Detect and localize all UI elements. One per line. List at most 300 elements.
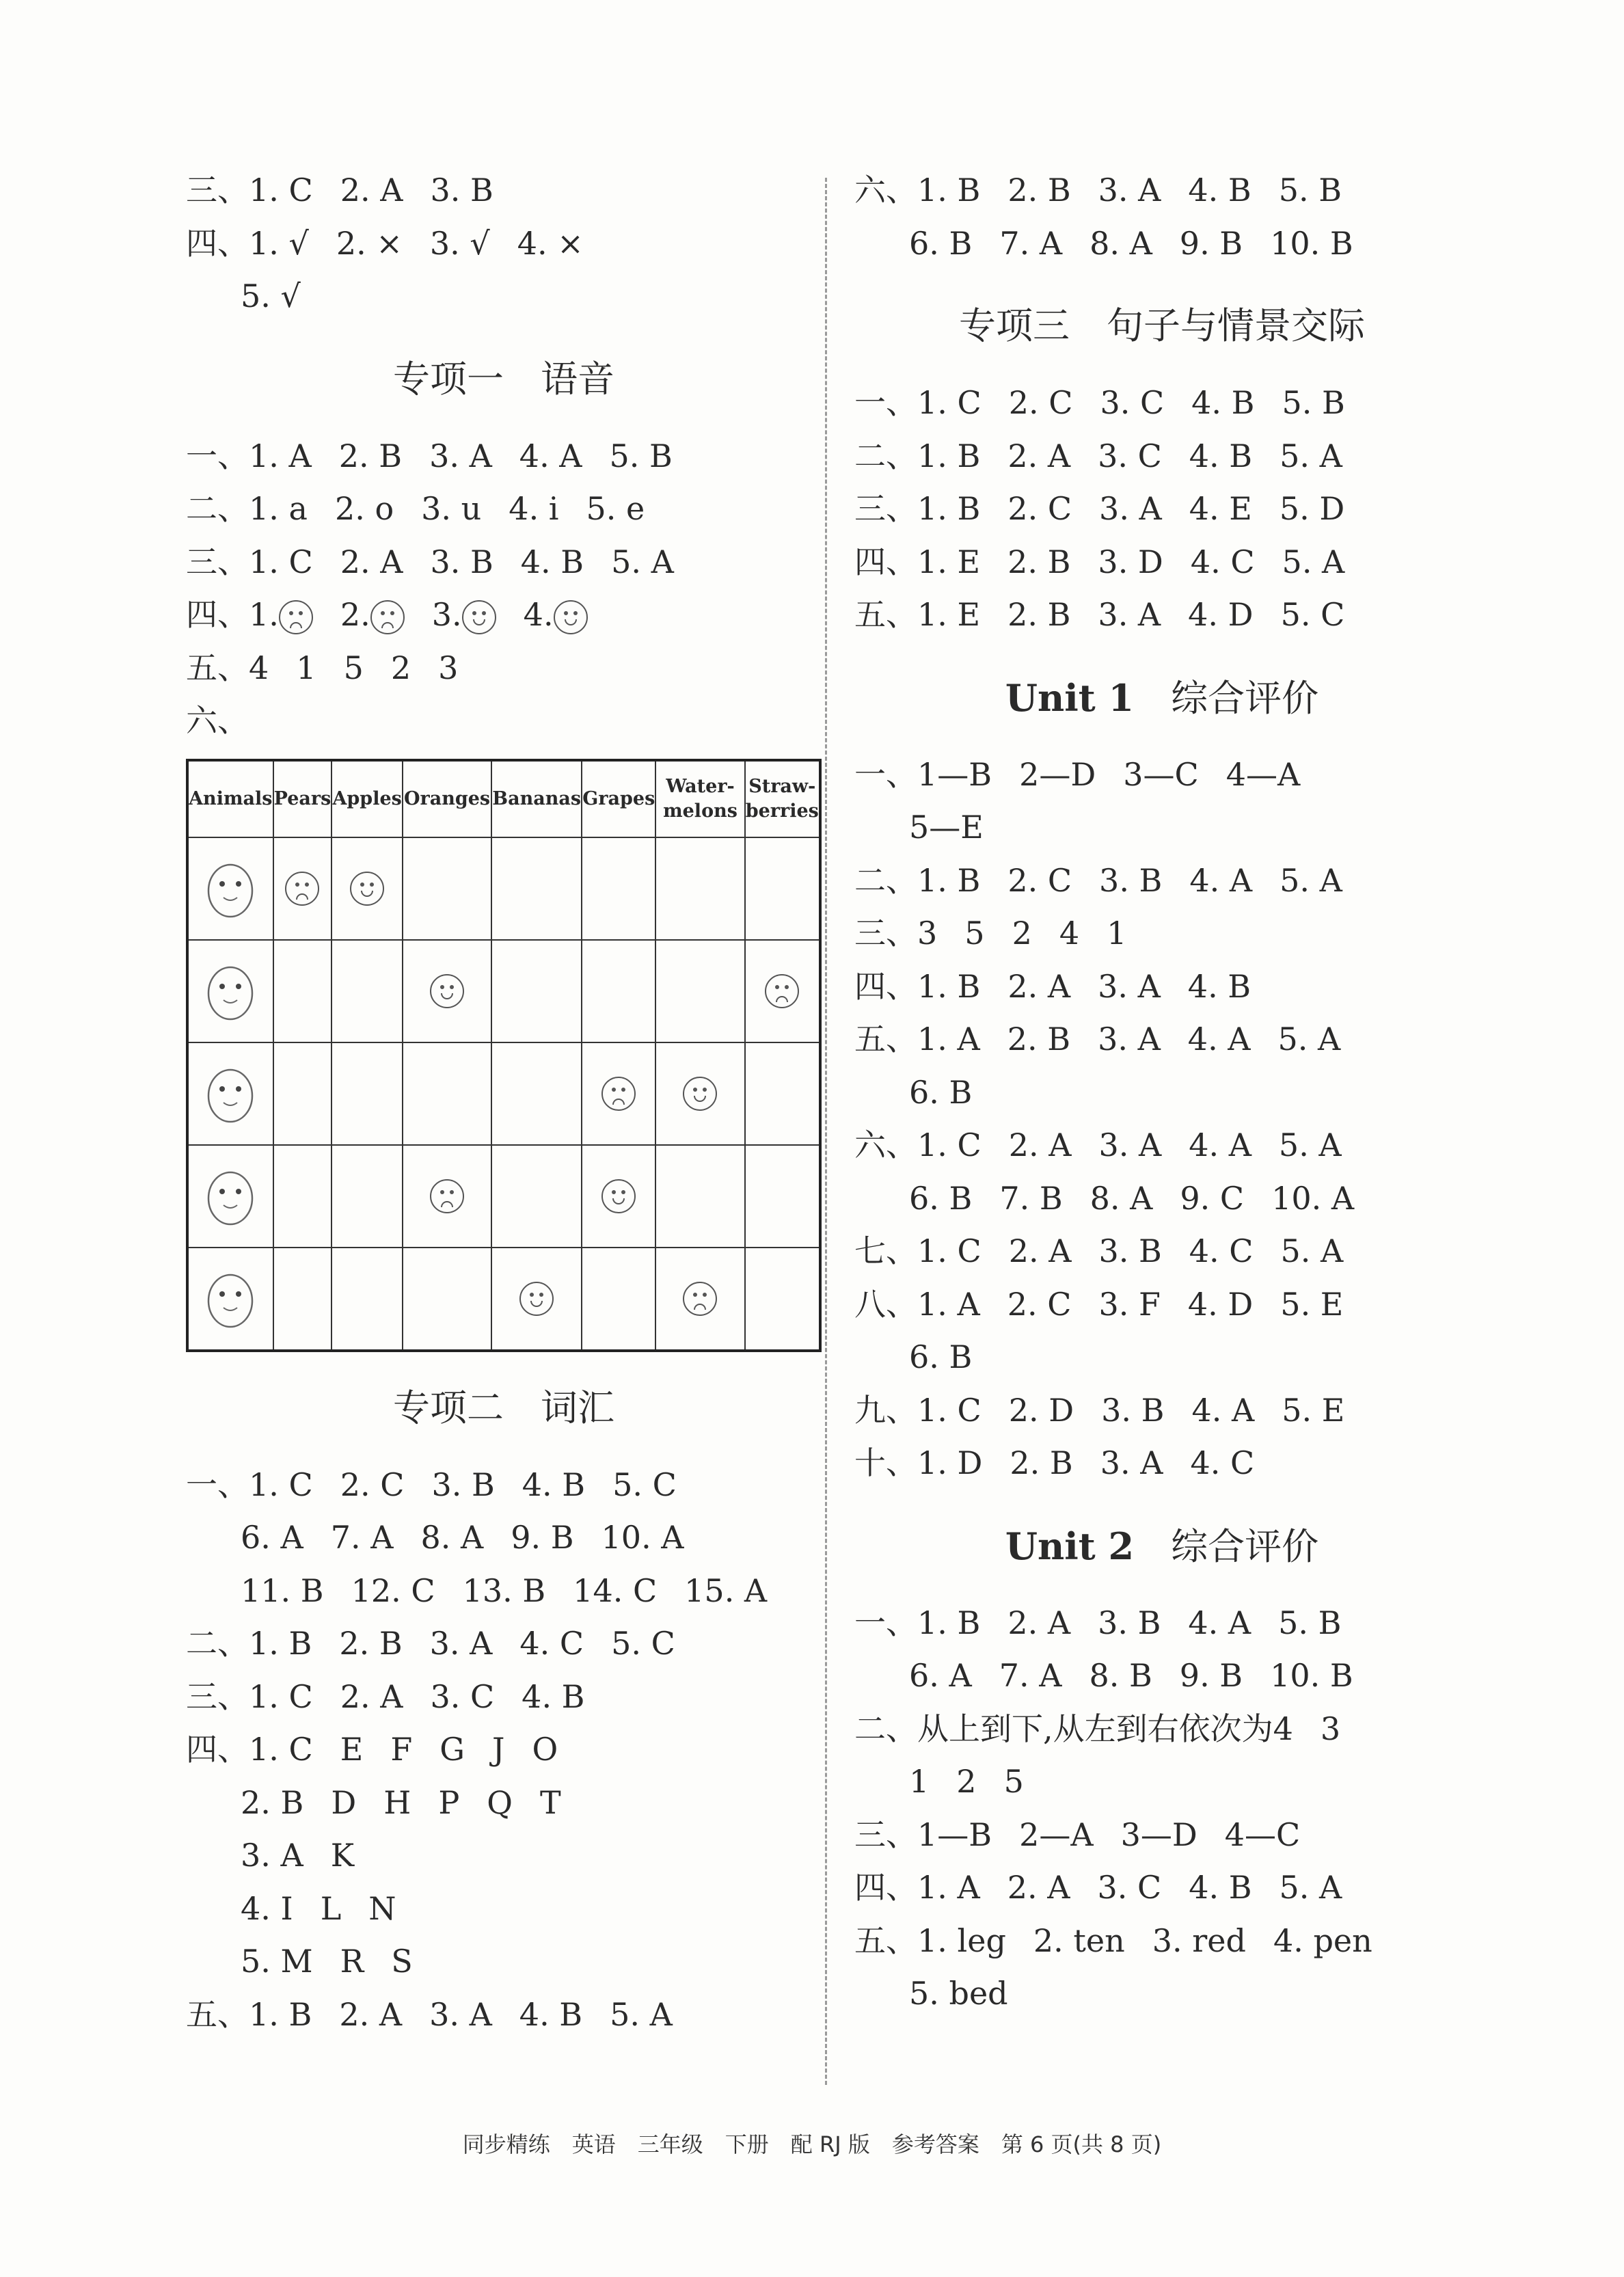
question-group-label: 一、 — [186, 1466, 249, 1503]
question-group-label: 四、 — [186, 1731, 249, 1768]
table-cell — [403, 1145, 491, 1248]
answer-item: 6. A — [909, 1657, 972, 1694]
answer-line — [186, 270, 822, 323]
table-cell — [582, 940, 655, 1042]
answer-item: Q — [487, 1783, 513, 1821]
answer-item: 5. C — [611, 1625, 675, 1662]
answer-item: 4. i — [509, 490, 559, 527]
answer-item: 9. B — [511, 1519, 574, 1556]
answer-line — [854, 1172, 1470, 1226]
answer-item: 1. E — [917, 596, 981, 633]
answer-item: 11. B — [241, 1572, 324, 1609]
answer-item: 2. D — [1008, 1391, 1074, 1429]
answer-item: H — [383, 1783, 411, 1821]
answer-item: 3. D — [1098, 543, 1163, 580]
animal-cell — [187, 1145, 273, 1248]
unit-title-rest: 综合评价 — [1171, 676, 1319, 720]
answer-item: 1. — [249, 596, 279, 633]
answer-item: 2. A — [1008, 1127, 1072, 1163]
answer-item: D — [331, 1783, 357, 1821]
answer-item: 8. A — [1090, 1179, 1153, 1217]
answer-item: 2. A — [340, 543, 403, 580]
answer-item: 4—A — [1226, 755, 1301, 793]
answer-line — [186, 1723, 822, 1777]
answer-item: 10. B — [1270, 224, 1353, 262]
animal-cell — [187, 940, 273, 1042]
cat-icon — [196, 952, 265, 1027]
column-divider — [825, 178, 827, 2085]
question-group-label: 八、 — [854, 1285, 917, 1323]
answer-item: 2 — [956, 1763, 977, 1800]
answer-item: 5. E — [1282, 1391, 1345, 1429]
answer-line — [186, 217, 822, 271]
answer-item: 5 — [1003, 1763, 1024, 1800]
answer-line — [854, 483, 1470, 536]
answer-item: 3. A — [429, 1625, 493, 1662]
answer-item: 4. B — [1191, 384, 1255, 421]
answer-item: 8. B — [1089, 1657, 1152, 1694]
unit-title-bold: Unit 1 — [1005, 675, 1135, 720]
sad-face-icon — [430, 1179, 464, 1213]
sad-face-icon — [370, 600, 405, 634]
mouth — [290, 622, 302, 628]
unit1-answers — [854, 749, 1470, 1490]
answer-item: 3. B — [430, 543, 493, 580]
answer-item: 2—D — [1019, 755, 1096, 793]
answer-item: 6. B — [909, 1073, 973, 1111]
answer-item: 4. B — [520, 543, 584, 580]
table-header-cell: Pears — [273, 760, 332, 837]
sad-face-icon — [279, 600, 313, 634]
answer-item: 5. A — [1280, 1232, 1344, 1269]
section-heading-3 — [854, 285, 1470, 367]
answer-line — [854, 801, 1470, 854]
question-group-label: 三、 — [186, 543, 249, 580]
answer-item: 3 — [917, 915, 938, 952]
mouth — [694, 1096, 706, 1102]
table-cell — [582, 837, 655, 940]
answer-item: 4. A — [1191, 1391, 1255, 1429]
answer-line — [854, 430, 1470, 483]
answer-item: 1. D — [917, 1444, 983, 1481]
answer-item: S — [391, 1943, 413, 1980]
answer-item: 1—B — [917, 1816, 992, 1853]
answer-item: 5. A — [1280, 861, 1342, 899]
answer-line — [854, 749, 1470, 802]
answer-item: 2. B — [1007, 543, 1071, 580]
answer-item: 4 — [1059, 915, 1080, 952]
question-group-label: 三、 — [186, 172, 249, 208]
table-cell — [655, 837, 744, 940]
answer-item: 4. B — [1188, 172, 1251, 208]
answer-item: O — [532, 1731, 558, 1768]
answer-item: 13. B — [462, 1572, 546, 1609]
table-header-cell: Straw- berries — [745, 760, 820, 837]
answer-item: 3. F — [1098, 1285, 1161, 1323]
answer-item: 2. A — [1007, 437, 1071, 474]
answer-item: 3. A — [1098, 1021, 1161, 1057]
answer-item: 4. B — [522, 1466, 586, 1503]
answer-item: 1. C — [249, 172, 313, 208]
answer-item: 5. B — [1278, 1604, 1342, 1641]
answer-item: 4. A — [1188, 1604, 1251, 1641]
answer-line — [854, 1915, 1470, 1968]
question-group-label: 五、 — [854, 596, 917, 633]
table-cell — [491, 1248, 582, 1351]
answer-item: 3. A — [1098, 172, 1161, 208]
answer-item: 2. B — [339, 1625, 403, 1662]
answer-item: 1. a — [249, 490, 308, 527]
mouth — [530, 1301, 543, 1307]
answer-item: 5. D — [1279, 490, 1345, 527]
answer-item: 5. C — [1280, 596, 1345, 633]
answer-line — [854, 589, 1470, 642]
answer-item: 1. B — [249, 1625, 312, 1662]
table-cell — [331, 1145, 403, 1248]
section-heading-1 — [186, 338, 822, 420]
answer-item: 4. C — [519, 1625, 584, 1662]
answer-item: 2. C — [1007, 1285, 1072, 1323]
section-heading-2 — [186, 1367, 822, 1449]
answer-line — [186, 1883, 822, 1936]
answer-line — [186, 483, 822, 536]
right-top-answers — [854, 164, 1470, 270]
question-group-label: 七、 — [854, 1232, 917, 1269]
smiley-face-icon — [462, 600, 496, 634]
answer-item: 5—E — [909, 809, 984, 846]
answer-item: 1. E — [917, 543, 981, 580]
answer-item: 4. E — [1189, 490, 1252, 527]
question-group-label: 四、 — [186, 224, 249, 262]
smiley-face-icon — [519, 1282, 554, 1316]
table-header-cell: Water- melons — [655, 760, 744, 837]
answer-item: 5. B — [609, 437, 673, 474]
answer-item: 5. A — [1282, 543, 1345, 580]
answer-item: 4. B — [519, 1995, 583, 2033]
answer-item: T — [540, 1783, 561, 1821]
answer-item: 6. B — [909, 224, 973, 262]
question-group-label: 一、 — [186, 437, 249, 474]
answer-item: 7. A — [999, 1657, 1062, 1694]
answer-item: 5. B — [1278, 172, 1342, 208]
answer-item: 5. E — [1280, 1285, 1344, 1323]
smiley-face-icon — [683, 1077, 717, 1111]
answer-item: 4. B — [1189, 437, 1253, 474]
table-cell — [273, 1042, 332, 1145]
faces-line — [186, 589, 822, 642]
answer-line — [186, 1989, 822, 2042]
question-group-label: 一、 — [854, 384, 917, 421]
answer-item: 10. A — [601, 1519, 684, 1556]
page-footer: 同步精练 英语 三年级 下册 配 RJ 版 参考答案 第 6 页(共 8 页) — [462, 2131, 1162, 2157]
question-group-label: 三、 — [854, 490, 917, 527]
answer-item: 1. C — [917, 1127, 982, 1163]
question-group-label: 六、 — [854, 1127, 917, 1163]
section-title: 专项三 句子与情景交际 — [959, 304, 1365, 347]
answer-item: 6. B — [909, 1338, 973, 1375]
answer-item: 4. A — [1189, 1127, 1251, 1163]
answer-item: 5. B — [1282, 384, 1345, 421]
answer-item: P — [438, 1783, 460, 1821]
table-cell — [331, 1248, 403, 1351]
answer-item: 4. D — [1188, 596, 1254, 633]
table-header-cell: Bananas — [491, 760, 582, 837]
table-header-cell: Grapes — [582, 760, 655, 837]
answer-item: 2. B — [338, 437, 403, 474]
answer-item: 1 — [909, 1763, 930, 1800]
unit2-heading — [854, 1505, 1470, 1587]
monkey-icon — [196, 1260, 265, 1335]
table-cell — [331, 837, 403, 940]
animal-fruit-table — [186, 759, 822, 1352]
table-cell — [403, 837, 491, 940]
answer-item: 1. A — [917, 1869, 980, 1906]
answer-item: 1. leg — [917, 1922, 1006, 1959]
question-group-label: 三、 — [186, 1678, 249, 1715]
question-group-label: 四、 — [186, 596, 249, 633]
table-cell — [331, 1042, 403, 1145]
answer-line — [854, 1066, 1470, 1120]
answer-item: 4. C — [1190, 543, 1255, 580]
answer-item: 5 — [964, 915, 985, 952]
answer-line — [186, 1617, 822, 1671]
answer-item: 1. B — [917, 967, 981, 1005]
mouth — [612, 1099, 625, 1105]
answer-item: 5. bed — [909, 1975, 1008, 2012]
answer-item: 15. A — [684, 1572, 768, 1609]
answer-item: 1 — [1107, 915, 1127, 952]
sad-face-icon — [765, 974, 799, 1008]
answer-item: K — [330, 1837, 355, 1874]
answer-line — [854, 854, 1470, 908]
answer-item: 7. A — [999, 224, 1063, 262]
left-column — [186, 164, 822, 2041]
mouth — [296, 893, 308, 900]
answer-item: 1. C — [249, 543, 313, 580]
answer-line — [854, 377, 1470, 430]
answer-item: 4. A — [1189, 861, 1253, 899]
table-row — [187, 837, 820, 940]
mouth — [441, 1201, 453, 1207]
answer-item: 2. C — [1007, 490, 1072, 527]
answer-item: 从上到下,从左到右依次为4 — [917, 1710, 1293, 1747]
answer-line — [854, 1597, 1470, 1650]
table-cell — [745, 940, 820, 1042]
table-cell — [403, 940, 491, 1042]
section-title: 专项二 词汇 — [393, 1386, 614, 1429]
table-label-text: 六、 — [186, 702, 249, 739]
table-cell — [655, 1042, 744, 1145]
answer-item: 3. C — [1098, 437, 1162, 474]
answer-item: 5. A — [1279, 1869, 1342, 1906]
answer-item: 3. C — [1100, 384, 1165, 421]
answer-item: J — [491, 1731, 505, 1768]
answer-item: 2. ten — [1033, 1922, 1125, 1959]
answer-item: 7. A — [330, 1519, 394, 1556]
answer-item: 5. A — [610, 1995, 673, 2033]
table-row — [187, 1042, 820, 1145]
dog-icon — [196, 1157, 265, 1232]
section2-answers — [186, 1459, 822, 2042]
unit-title-rest: 综合评价 — [1171, 1524, 1319, 1568]
table-cell — [582, 1145, 655, 1248]
animal-cell — [187, 837, 273, 940]
table-cell — [745, 1248, 820, 1351]
answer-line — [186, 536, 822, 589]
table-cell — [745, 1145, 820, 1248]
answer-item: 1. B — [917, 437, 981, 474]
answer-item: 3. red — [1152, 1922, 1246, 1959]
answer-item: 3. B — [1098, 1604, 1161, 1641]
table-header-cell: Oranges — [403, 760, 491, 837]
answer-item: 1. B — [917, 861, 981, 899]
unit-title-bold: Unit 2 — [1005, 1524, 1135, 1568]
animal-cell — [187, 1042, 273, 1145]
answer-item: 2—A — [1019, 1816, 1094, 1853]
answer-item: 1. B — [917, 490, 981, 527]
unit1-heading — [854, 657, 1470, 739]
answer-line — [854, 960, 1470, 1014]
sad-face-icon — [683, 1282, 717, 1316]
answer-line — [854, 1119, 1470, 1172]
answer-item: 3. A — [1098, 967, 1161, 1005]
sad-face-icon — [601, 1077, 636, 1111]
answer-item: 2. C — [1007, 861, 1072, 899]
answer-item: 2. A — [1007, 1604, 1071, 1641]
answer-item: 2. C — [1008, 384, 1073, 421]
mouth — [441, 993, 453, 999]
answer-line — [854, 1755, 1470, 1809]
answer-item: 2. A — [340, 1678, 403, 1715]
answer-line — [186, 1511, 822, 1565]
table-cell — [491, 1145, 582, 1248]
table-cell — [403, 1248, 491, 1351]
answer-line — [854, 1384, 1470, 1438]
answer-item: 2. A — [1007, 967, 1071, 1005]
answer-item: 2. o — [334, 490, 394, 527]
answer-item: 2. B — [1010, 1444, 1073, 1481]
answer-item: 4. I — [241, 1889, 293, 1927]
table-row — [187, 1145, 820, 1248]
answer-line — [854, 1013, 1470, 1066]
question-group-label: 二、 — [854, 1710, 917, 1747]
answer-item: 2. × — [336, 224, 403, 262]
section3-answers — [854, 377, 1470, 642]
table-cell — [273, 940, 332, 1042]
answer-line — [854, 1967, 1470, 2021]
question-group-label: 十、 — [854, 1444, 917, 1481]
duck-icon — [196, 1055, 265, 1130]
mouth — [612, 1198, 625, 1204]
answer-item: 5. M — [241, 1943, 313, 1980]
answer-item: 3 — [438, 649, 459, 686]
answer-item: 3—D — [1120, 1816, 1197, 1853]
answer-item: 2. A — [340, 172, 403, 208]
table-body — [187, 837, 820, 1351]
mouth — [381, 622, 394, 628]
answer-item: 1. C — [249, 1466, 313, 1503]
answer-item: 5. e — [586, 490, 645, 527]
answer-item: 5 — [343, 649, 364, 686]
question-group-label: 二、 — [854, 437, 917, 474]
question-group-label: 一、 — [854, 755, 917, 793]
right-column — [854, 164, 1470, 2021]
answer-item: 6. B — [909, 1179, 973, 1217]
answer-item: 1. C — [917, 1391, 982, 1429]
question-group-label: 四、 — [854, 967, 917, 1005]
smiley-face-icon — [350, 872, 384, 906]
answer-item: N — [368, 1889, 396, 1927]
table-cell — [491, 940, 582, 1042]
table-row — [187, 940, 820, 1042]
table-cell — [273, 837, 332, 940]
animal-cell — [187, 1248, 273, 1351]
answer-line — [854, 1649, 1470, 1703]
answer-item: 2. B — [1007, 1021, 1071, 1057]
panda-icon — [196, 850, 265, 925]
answer-item: 3. B — [1098, 1232, 1162, 1269]
answer-item: 1. B — [917, 172, 981, 208]
answer-item: 3. A — [429, 1995, 492, 2033]
smiley-face-icon — [554, 600, 588, 634]
answer-item: 4. C — [1189, 1232, 1254, 1269]
answer-line — [186, 1935, 822, 1989]
answer-item: 3. A — [1100, 1444, 1163, 1481]
answer-line — [854, 1809, 1470, 1862]
answer-item: 1. A — [917, 1285, 980, 1323]
unit2-answers — [854, 1597, 1470, 2021]
answer-item: 2. A — [1007, 1869, 1070, 1906]
answer-item: 8. A — [1090, 224, 1152, 262]
answer-line — [186, 1565, 822, 1618]
question-group-label: 九、 — [854, 1391, 917, 1429]
answer-item: F — [390, 1731, 413, 1768]
table-cell — [491, 1042, 582, 1145]
question-group-label: 二、 — [854, 861, 917, 899]
answer-item: 4. — [523, 596, 554, 633]
table-row — [187, 1248, 820, 1351]
answer-item: 4. A — [519, 437, 582, 474]
mouth — [694, 1304, 706, 1310]
answer-item: 5. A — [1277, 1021, 1341, 1057]
table-cell — [491, 837, 582, 940]
answer-item: 2 — [1012, 915, 1032, 952]
answer-item: 10. A — [1271, 1179, 1355, 1217]
table-cell — [273, 1248, 332, 1351]
answer-item: 1. B — [917, 1604, 981, 1641]
answer-item: 3. A — [1098, 596, 1161, 633]
question-group-label: 三、 — [854, 915, 917, 952]
answer-item: 14. C — [573, 1572, 658, 1609]
answer-item: 2. A — [1008, 1232, 1072, 1269]
answer-item: 2. B — [241, 1783, 304, 1821]
mouth — [565, 619, 577, 625]
answer-item: 3. A — [241, 1837, 303, 1874]
answer-item: 3. C — [1097, 1869, 1162, 1906]
answer-item: 2. B — [1007, 172, 1071, 208]
answer-item: 8. A — [420, 1519, 484, 1556]
smiley-face-icon — [601, 1179, 636, 1213]
answer-line — [186, 164, 822, 217]
answer-item: 5. A — [611, 543, 674, 580]
question-group-label: 五、 — [854, 1021, 917, 1057]
answer-item: 1. B — [249, 1995, 312, 2033]
question-group-label: 六、 — [854, 172, 917, 208]
answer-line — [854, 217, 1470, 271]
answer-item: 9. B — [1179, 1657, 1243, 1694]
answer-item: 3. B — [431, 1466, 495, 1503]
answer-item: 5. A — [1280, 437, 1342, 474]
